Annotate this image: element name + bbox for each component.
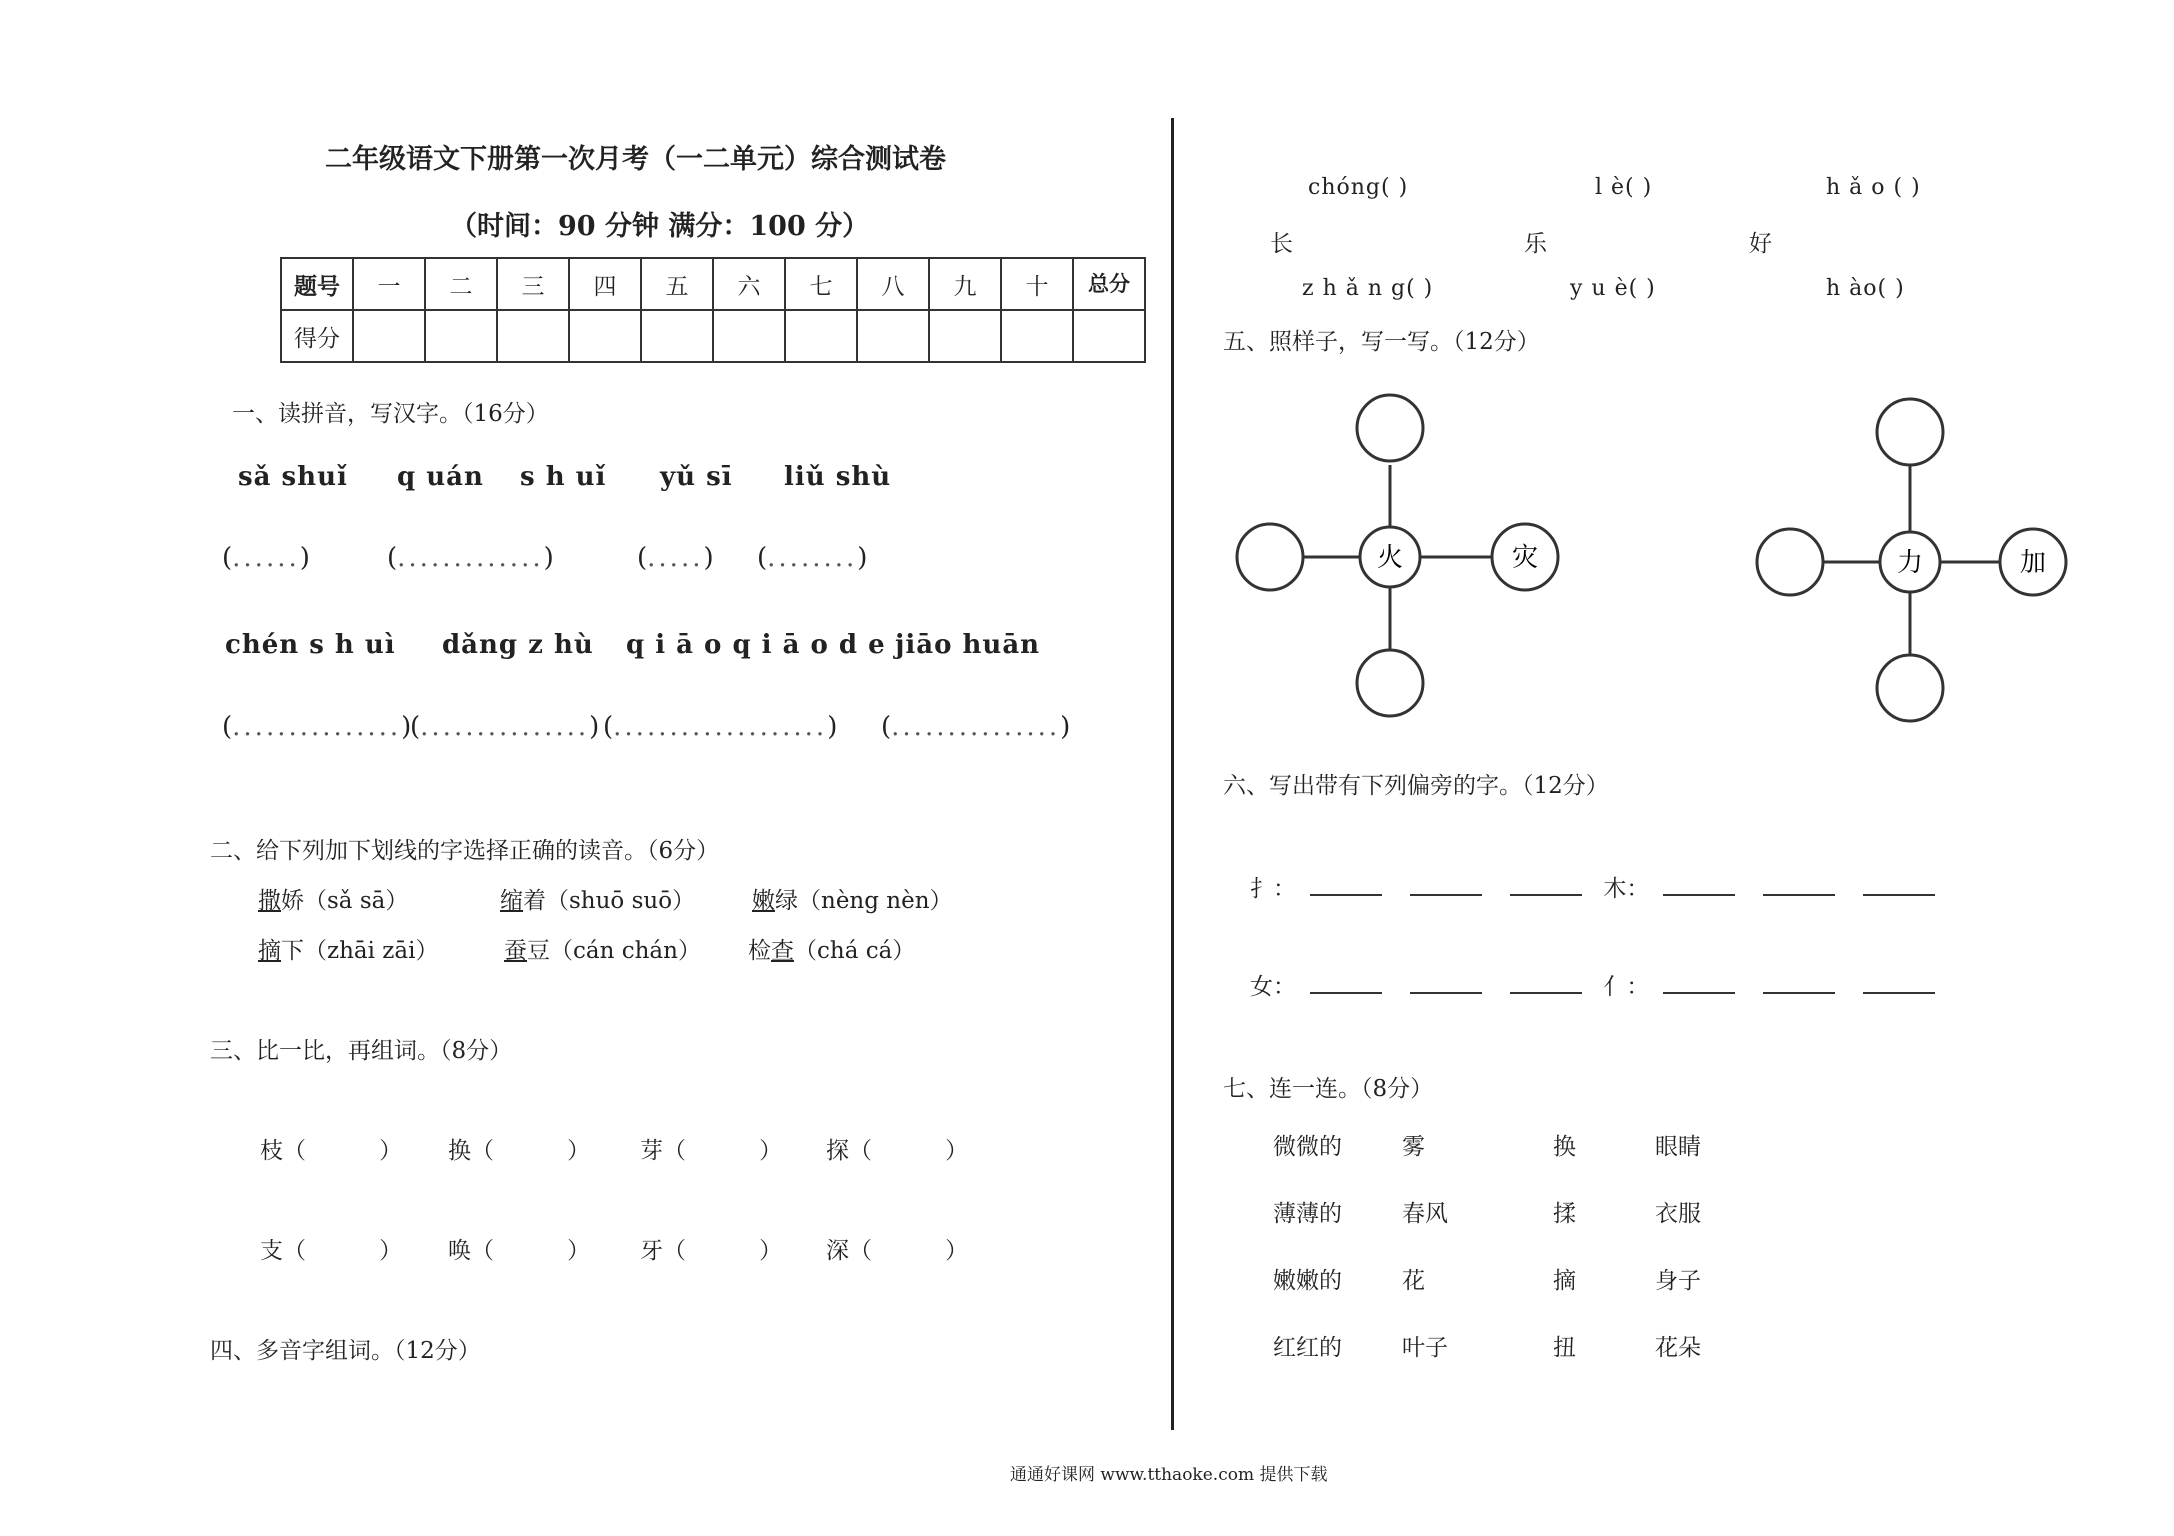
answer-blank[interactable] <box>1863 982 1935 994</box>
diagram-circle-top[interactable] <box>1357 395 1423 461</box>
match-word[interactable]: 扭 <box>1553 1335 1576 1361</box>
answer-blank[interactable] <box>1410 884 1482 896</box>
compare-item[interactable]: 换（ ） <box>448 1138 591 1164</box>
page-title: 二年级语文下册第一次月考（一二单元）综合测试卷 <box>325 144 946 175</box>
match-word[interactable]: 薄薄的 <box>1273 1201 1342 1227</box>
character-diagram-1 <box>1220 380 1580 730</box>
pinyin-item: yǔ sī <box>660 462 733 492</box>
diagram-right-char: 加 <box>2019 548 2047 578</box>
score-table <box>280 257 1146 363</box>
compare-item[interactable]: 探（ ） <box>826 1138 969 1164</box>
answer-box[interactable]: (......) <box>222 543 310 573</box>
match-word[interactable]: 雾 <box>1402 1134 1425 1160</box>
match-word[interactable]: 嫩嫩的 <box>1273 1268 1342 1294</box>
pinyin-item: q i ā o q i ā o d e <box>626 630 886 660</box>
answer-blank[interactable] <box>1663 982 1735 994</box>
section2-heading: 二、给下列加下划线的字选择正确的读音。（6分） <box>210 838 720 864</box>
section7-heading: 七、连一连。（8分） <box>1223 1076 1434 1102</box>
polyphone-pinyin[interactable]: z h ǎ n g( ) <box>1302 276 1434 301</box>
compare-char: 换 <box>448 1138 471 1164</box>
radical-row <box>1250 968 1949 1001</box>
answer-box[interactable]: (........) <box>757 543 868 573</box>
compare-item[interactable]: 牙（ ） <box>640 1238 783 1264</box>
character-diagram-2 <box>1740 380 2080 730</box>
section4-heading: 四、多音字组词。（12分） <box>210 1338 481 1364</box>
pinyin-item: liǔ shù <box>784 462 892 492</box>
plain-char: 检 <box>748 938 771 964</box>
compare-item[interactable]: 深（ ） <box>826 1238 969 1264</box>
reading-options: 娇（sǎ sā） <box>281 888 409 914</box>
answer-blank[interactable] <box>1763 884 1835 896</box>
answer-blank[interactable] <box>1410 982 1482 994</box>
underlined-char: 缩 <box>500 888 523 914</box>
compare-char: 枝 <box>260 1138 283 1164</box>
diagram-circle-left[interactable] <box>1757 529 1823 595</box>
score-cell[interactable] <box>569 310 641 362</box>
reading-options: 豆（cán chán） <box>527 938 701 964</box>
match-word[interactable]: 眼睛 <box>1655 1134 1701 1160</box>
reading-options: 下（zhāi zāi） <box>281 938 439 964</box>
score-cell[interactable] <box>425 310 497 362</box>
score-col: 十 <box>1001 258 1073 310</box>
answer-box[interactable]: (.....) <box>637 543 714 573</box>
pinyin-item: q uán <box>397 462 484 492</box>
diagram-circle-bottom[interactable] <box>1357 650 1423 716</box>
score-col: 八 <box>857 258 929 310</box>
reading-options: （chá cá） <box>794 938 916 964</box>
compare-item[interactable]: 枝（ ） <box>260 1138 403 1164</box>
score-cell[interactable] <box>497 310 569 362</box>
score-header-label: 题号 <box>281 258 353 310</box>
pinyin-item: s h uǐ <box>520 462 607 492</box>
pinyin-item: chén s h uì <box>225 630 396 660</box>
section3-heading: 三、比一比，再组词。（8分） <box>210 1038 513 1064</box>
reading-item <box>752 882 953 915</box>
reading-options: 着（shuō suō） <box>523 888 696 914</box>
column-divider <box>1171 118 1174 1430</box>
score-col: 二 <box>425 258 497 310</box>
radical-label: 扌： <box>1250 876 1296 902</box>
polyphone-char: 长 <box>1270 231 1293 257</box>
compare-char: 深 <box>826 1238 849 1264</box>
score-cell[interactable] <box>929 310 1001 362</box>
answer-blank[interactable] <box>1663 884 1735 896</box>
polyphone-pinyin[interactable]: chóng( ) <box>1308 175 1409 200</box>
score-col: 六 <box>713 258 785 310</box>
answer-blank[interactable] <box>1510 884 1582 896</box>
answer-blank[interactable] <box>1863 884 1935 896</box>
radical-row <box>1250 870 1949 903</box>
underlined-char: 蚕 <box>504 938 527 964</box>
polyphone-pinyin[interactable]: l è( ) <box>1595 175 1653 200</box>
answer-box[interactable]: (...............) <box>222 712 412 742</box>
reading-options: 绿（nèng nèn） <box>775 888 953 914</box>
answer-blank[interactable] <box>1763 982 1835 994</box>
page-subtitle: （时间：90 分钟 满分：100 分） <box>450 211 870 242</box>
answer-blank[interactable] <box>1510 982 1582 994</box>
answer-box[interactable]: (...............) <box>410 712 600 742</box>
pinyin-item: dǎng z hù <box>442 630 594 660</box>
polyphone-pinyin[interactable]: y u è( ) <box>1570 276 1656 301</box>
score-cell[interactable] <box>857 310 929 362</box>
answer-blank[interactable] <box>1310 982 1382 994</box>
score-row <box>281 310 1145 362</box>
polyphone-pinyin[interactable]: h ǎ o ( ) <box>1826 175 1921 200</box>
score-cell[interactable] <box>353 310 425 362</box>
reading-item <box>504 932 701 965</box>
section5-heading: 五、照样子，写一写。（12分） <box>1223 329 1540 355</box>
diagram-circle-bottom[interactable] <box>1877 655 1943 721</box>
pinyin-item: jiāo huān <box>895 630 1041 660</box>
section6-heading: 六、写出带有下列偏旁的字。（12分） <box>1223 773 1609 799</box>
match-word[interactable]: 换 <box>1553 1134 1576 1160</box>
answer-blank[interactable] <box>1310 884 1382 896</box>
answer-box[interactable]: (...................) <box>603 712 838 742</box>
match-word[interactable]: 花 <box>1402 1268 1425 1294</box>
score-cell[interactable] <box>1001 310 1073 362</box>
compare-char: 芽 <box>640 1138 663 1164</box>
compare-char: 唤 <box>448 1238 471 1264</box>
footer-credit: 通通好课网 www.tthaoke.com 提供下载 <box>1010 1465 1328 1485</box>
score-cell[interactable] <box>713 310 785 362</box>
diagram-center-char: 力 <box>1896 548 1924 578</box>
match-word[interactable]: 叶子 <box>1402 1335 1448 1361</box>
score-col: 九 <box>929 258 1001 310</box>
polyphone-pinyin[interactable]: h ào( ) <box>1826 276 1905 301</box>
compare-item[interactable]: 唤（ ） <box>448 1238 591 1264</box>
match-word[interactable]: 红红的 <box>1273 1335 1342 1361</box>
diagram-center-char: 火 <box>1376 543 1404 573</box>
score-row-label: 得分 <box>281 310 353 362</box>
compare-item[interactable]: 芽（ ） <box>640 1138 783 1164</box>
score-col: 七 <box>785 258 857 310</box>
match-word[interactable]: 揉 <box>1553 1201 1576 1227</box>
score-col: 一 <box>353 258 425 310</box>
underlined-char: 摘 <box>258 938 281 964</box>
match-word[interactable]: 春风 <box>1402 1201 1448 1227</box>
match-word[interactable]: 衣服 <box>1655 1201 1701 1227</box>
score-col: 四 <box>569 258 641 310</box>
answer-box[interactable]: (.............) <box>387 543 554 573</box>
score-col-total: 总分 <box>1073 258 1145 310</box>
polyphone-char: 乐 <box>1524 231 1547 257</box>
match-word[interactable]: 花朵 <box>1655 1335 1701 1361</box>
compare-char: 探 <box>826 1138 849 1164</box>
radical-label: 女： <box>1250 974 1296 1000</box>
reading-item <box>258 882 408 915</box>
diagram-circle-top[interactable] <box>1877 399 1943 465</box>
score-header-row <box>281 258 1145 310</box>
match-word[interactable]: 微微的 <box>1273 1134 1342 1160</box>
score-cell[interactable] <box>1073 310 1145 362</box>
match-word[interactable]: 摘 <box>1553 1268 1576 1294</box>
compare-char: 牙 <box>640 1238 663 1264</box>
match-word[interactable]: 身子 <box>1655 1268 1701 1294</box>
answer-box[interactable]: (...............) <box>881 712 1071 742</box>
reading-item <box>258 932 439 965</box>
reading-item <box>748 932 915 965</box>
score-col: 五 <box>641 258 713 310</box>
pinyin-item: sǎ shuǐ <box>238 462 348 492</box>
radical-label: 木： <box>1603 876 1650 902</box>
score-col: 三 <box>497 258 569 310</box>
polyphone-char: 好 <box>1749 231 1772 257</box>
radical-label: 亻： <box>1603 974 1650 1000</box>
compare-item[interactable]: 支（ ） <box>260 1238 403 1264</box>
underlined-char: 嫩 <box>752 888 775 914</box>
underlined-char: 查 <box>771 938 794 964</box>
score-cell[interactable] <box>641 310 713 362</box>
score-cell[interactable] <box>785 310 857 362</box>
diagram-right-char: 灾 <box>1511 543 1539 573</box>
underlined-char: 撒 <box>258 888 281 914</box>
section1-heading: 一、读拼音，写汉字。（16分） <box>232 401 549 427</box>
compare-char: 支 <box>260 1238 283 1264</box>
diagram-circle-left[interactable] <box>1237 524 1303 590</box>
reading-item <box>500 882 695 915</box>
